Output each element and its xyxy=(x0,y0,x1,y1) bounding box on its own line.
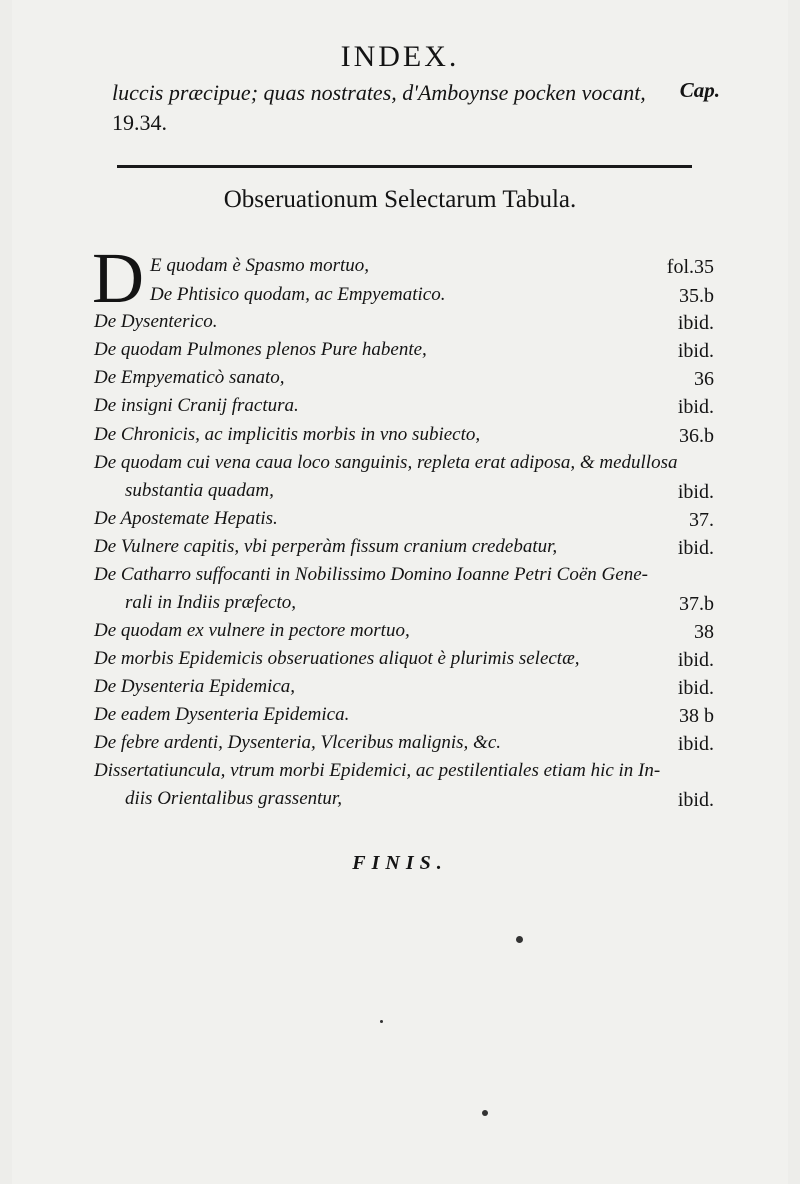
entry-ref: ibid. xyxy=(677,733,714,755)
entry-text: substantia quadam, xyxy=(125,480,274,501)
entry-ref: ibid. xyxy=(677,312,714,334)
entry-ref: ibid. xyxy=(677,481,714,503)
entry-text: De Phtisico quodam, ac Empyematico. xyxy=(150,284,446,305)
continuation-cap: Cap. xyxy=(679,78,720,102)
entry-text: Dissertatiuncula, vtrum morbi Epidemici, ac pestilentiales etiam hic in In- xyxy=(94,760,661,781)
entry-ref: 37. xyxy=(689,509,714,531)
entry-text: De Empyematicò sanato, xyxy=(94,367,285,388)
entry-ref: 38 b xyxy=(679,705,714,727)
entry-text: De eadem Dysenteria Epidemica. xyxy=(94,704,350,725)
entry-ref: 37.b xyxy=(679,593,714,615)
continuation-line-1: luccis præcipue; quas nostrates, d'Amboynse pocken vocant, xyxy=(112,80,646,105)
drop-cap-letter: D xyxy=(92,238,144,318)
entry-ref: 36 xyxy=(694,368,714,390)
entry-text: De Chronicis, ac implicitis morbis in vno subiecto, xyxy=(94,424,481,445)
entry-ref: fol.35 xyxy=(666,256,714,278)
ink-speck xyxy=(516,936,523,943)
entry-text: De quodam cui vena caua loco sanguinis, repleta erat adiposa, & medullosa xyxy=(94,452,678,473)
entry-ref: 38 xyxy=(694,621,714,643)
entry-text: De Catharro suffocanti in Nobilissimo Domino Ioanne Petri Coën Gene- xyxy=(94,564,648,585)
entry-text: rali in Indiis præfecto, xyxy=(125,592,296,613)
entry-text: De insigni Cranij fractura. xyxy=(94,395,299,416)
entry-ref: ibid. xyxy=(677,396,714,418)
table-subtitle: Obseruationum Selectarum Tabula. xyxy=(223,186,577,213)
entry-text: diis Orientalibus grassentur, xyxy=(125,788,342,809)
entry-ref: ibid. xyxy=(677,789,714,811)
entry-ref: 35.b xyxy=(679,285,714,307)
running-head-title: INDEX. xyxy=(340,40,460,73)
finis-mark: FINIS. xyxy=(352,852,448,874)
entry-text: De Vulnere capitis, vbi perperàm fissum cranium credebatur, xyxy=(94,536,558,557)
entry-text: De Dysenterico. xyxy=(94,311,218,332)
entry-text: De febre ardenti, Dysenteria, Vlceribus malignis, &c. xyxy=(94,732,502,753)
entry-ref: ibid. xyxy=(677,340,714,362)
entry-ref: ibid. xyxy=(677,677,714,699)
entry-ref: 36.b xyxy=(679,425,714,447)
entry-text: De quodam Pulmones plenos Pure habente, xyxy=(94,339,427,360)
entry-text: De quodam ex vulnere in pectore mortuo, xyxy=(94,620,410,641)
ink-speck xyxy=(482,1110,488,1116)
entry-text: De Dysenteria Epidemica, xyxy=(94,676,296,697)
continuation-line-2: 19.34. xyxy=(112,110,167,135)
horizontal-rule xyxy=(117,165,692,168)
entry-text: E quodam è Spasmo mortuo, xyxy=(150,255,370,276)
ink-speck xyxy=(380,1020,383,1023)
entry-text: De Apostemate Hepatis. xyxy=(94,508,278,529)
entry-ref: ibid. xyxy=(677,649,714,671)
entry-ref: ibid. xyxy=(677,537,714,559)
entry-text: De morbis Epidemicis obseruationes aliquot è plurimis selectæ, xyxy=(94,648,580,669)
